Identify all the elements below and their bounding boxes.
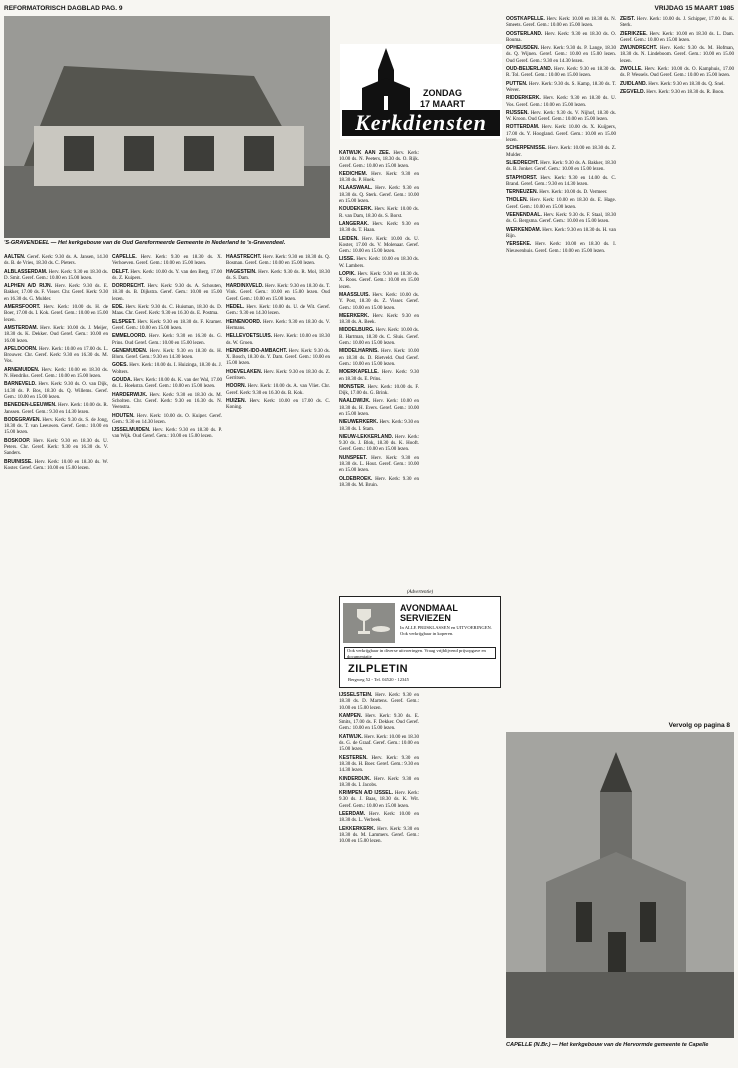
place-name: ZIERIKZEE. [620, 30, 648, 37]
service-times: Herv. Kerk: 9.30 en 18.30 ds. M. Lammers. Geref. Gem.: 10.00 en 15.00 lezen. [339, 826, 419, 845]
service-entry [339, 369, 419, 383]
service-times: Herv. Kerk: 9.30 en 18.30 ds. M. Bruin. [339, 476, 419, 488]
service-times: Herv. Kerk: 10.00 ds. J. Schipper, 17.00 ds. K. Sterk. [620, 17, 734, 29]
place-name: BODEGRAVEN. [4, 416, 41, 423]
place-name: HOORN. [226, 383, 246, 390]
service-times: Herv. Kerk: 10.00 ds. I. Huizinga, 18.30 ds. J. Wolters. [112, 363, 222, 375]
header-left: REFORMATORISCH DAGBLAD PAG. 9 [4, 4, 123, 12]
service-times: Herv. Kerk: 9.30 ds. C. Huisman, 18.30 ds. D. Maas. Chr. Geref. Kerk: 9.30 en 16.30 ds. E. Postma. [112, 305, 222, 317]
place-name: KATWIJK. [339, 733, 363, 740]
place-name: KESTEREN. [339, 754, 368, 761]
place-name: KAMPEN. [339, 712, 363, 719]
service-times: Herv. Kerk: 10.00 en 18.30 ds. L. Dam. Geref. Gem.: 10.00 en 15.00 lezen. [620, 31, 734, 43]
service-times: Herv. Kerk: 9.30 ds. A. Schouten, 18.30 ds. B. Dijkstra. Geref. Gem.: 10.00 en 15.00 lezen. [112, 284, 222, 302]
place-name: LEERDAM. [339, 811, 366, 818]
place-name: HOEVELAKEN. [226, 368, 263, 375]
service-entry [339, 185, 419, 205]
service-entry [339, 171, 419, 185]
service-times: Herv. Kerk: 10.00 en 18.30 ds. Z. Mulder. [506, 146, 616, 158]
service-times: Herv. Kerk: 10.00 ds. O. Kamphuis, 17.00 ds. P. Wessels. Oud Geref. Gem.: 10.00 en 15.00 lezen. [620, 67, 734, 79]
service-entry [112, 413, 222, 427]
service-entry [4, 325, 108, 345]
service-entry [339, 348, 419, 368]
service-entry [226, 283, 330, 303]
place-name: RIJSSEN. [506, 109, 529, 116]
service-entry [112, 362, 222, 376]
service-entry [620, 45, 734, 65]
service-times: Herv. Kerk: 9.30 en 18.30 ds. T. Haan. [339, 221, 419, 234]
service-entry [339, 755, 419, 775]
place-name: ALPHEN A/D RIJN. [4, 283, 53, 290]
service-entry [506, 145, 616, 159]
place-name: MIDDELHARNIS. [339, 348, 379, 355]
place-name: VEENENDAAL. [506, 212, 542, 219]
service-entry [620, 16, 734, 30]
service-entry [339, 221, 419, 235]
service-entry [339, 790, 419, 810]
service-times: Herv. Kerk: 9.30 ds. O. van Dijk, 14.30 ds. P. Bos, 18.30 ds. Q. Willems. Geref. Gem.: 10.00 en 15.00 lezen. [4, 382, 108, 400]
place-name: NUNSPEET. [339, 454, 368, 461]
place-name: OPHEUSDEN. [506, 45, 540, 52]
photo-top-caption: 'S-GRAVENDEEL — Het kerkgebouw van de Oud Gereformeerde Gemeente in Nederland te 's-Gravendeel. [4, 240, 286, 246]
service-times: Herv. Kerk: 9.30 en 18.30 ds. H. Boer. Geref. Gem.: 9.30 en 14.30 lezen. [339, 755, 419, 774]
service-entry [339, 206, 419, 220]
service-times: Herv. Kerk: 9.30 en 18.30 ds. I. Jacobs. [339, 776, 419, 788]
ad-photo [343, 603, 395, 643]
service-entry [506, 175, 616, 189]
service-entry [4, 254, 108, 268]
service-times: Herv. Kerk: 9.30 ds. F. Staal, 18.30 ds. G. Bergsma. Geref. Gem.: 10.00 en 15.00 lezen. [506, 213, 616, 225]
service-entry [112, 392, 222, 412]
place-name: AMSTERDAM. [4, 324, 38, 331]
service-entry [339, 734, 419, 754]
service-times: Herv. Kerk: 9.30 en 18.30 ds. V. Hermans. [226, 319, 330, 331]
column-4 [339, 150, 419, 590]
place-name: MOERKAPELLE. [339, 369, 379, 376]
church-building-illustration [4, 16, 330, 238]
place-name: LISSE. [339, 256, 355, 263]
service-times: Herv. Kerk: 9.30 ds. V. Nijhof, 18.30 ds. W. Kroon. Oud Geref. Gem.: 10.00 en 15.00 lezen. [506, 110, 616, 123]
service-times: Herv. Kerk: 9.30 en 18.30 ds. O. Bouma. [506, 31, 616, 43]
service-entry [506, 45, 616, 65]
service-times: Herv. Kerk: 9.30 ds. R. Mol, 18.30 ds. S. Dam. [226, 269, 330, 281]
service-times: Herv. Kerk: 10.00 ds. K. van der Wal, 17.00 ds. L. Hoekstra. Geref. Gem.: 10.00 en 15.00 lezen. [112, 378, 222, 390]
service-times: Herv. Kerk: 9.30 en 18.30 ds. A. Beek. [339, 313, 419, 326]
ad-company-name: ZILPLETIN [348, 663, 409, 675]
place-name: HEINENOORD. [226, 318, 262, 325]
service-times: Herv. Kerk: 9.30 en 18.30 ds. X. Roos. Geref. Gem.: 10.00 en 15.00 lezen. [339, 272, 419, 290]
service-entry [506, 31, 616, 45]
service-entry [4, 417, 108, 437]
service-times: Herv. Kerk: 9.30 ds. P. Lange, 18.30 ds. Q. Wijnen. Geref. Gem.: 10.00 en 15.00 lezen. Oud Geref. Gem.: 9.30 en 14.30 lezen. [506, 46, 616, 64]
service-entry [339, 384, 419, 398]
page-header [4, 2, 734, 14]
service-entry [112, 304, 222, 318]
service-entry [112, 377, 222, 391]
column-1 [4, 254, 108, 1064]
service-times: Herv. Kerk: 9.30 en 18.30 ds. D. Martens. Geref. Gem.: 10.00 en 15.00 lezen. [339, 693, 419, 711]
service-entry [339, 236, 419, 256]
service-entry [112, 319, 222, 333]
place-name: HEDEL. [226, 304, 245, 311]
service-entry [226, 319, 330, 333]
ad-label: (Advertentie) [406, 590, 434, 595]
service-times: Herv. Kerk: 9.30 en 18.30 ds. U. Vos. Geref. Gem.: 10.00 en 15.00 lezen. [506, 96, 616, 108]
column-3 [226, 254, 330, 1064]
service-entry [226, 398, 330, 412]
place-name: YERSEKE. [506, 241, 532, 248]
service-times: Herv. Kerk: 9.30 ds. S. de Jong, 18.30 ds. T. van Leeuwen. Geref. Gem.: 10.00 en 15.00 lezen. [4, 417, 108, 436]
place-name: HELLEVOETSLUIS. [226, 333, 273, 340]
place-name: KLAASWAAL. [339, 185, 373, 192]
service-times: Herv. Kerk: 9.30 en 18.30 ds. H. Blom. Geref. Gem.: 9.30 en 14.30 lezen. [112, 348, 222, 361]
column-4b [423, 150, 501, 590]
service-times: Herv. Kerk: 9.30 en 18.30 ds. U. Peters. Chr. Geref. Kerk: 9.30 en 16.30 ds. V. Sanders. [4, 438, 108, 457]
column-6 [620, 16, 734, 716]
place-name: NAALDWIJK. [339, 398, 371, 405]
service-entry [226, 333, 330, 347]
service-entry [112, 254, 222, 268]
service-times: Geref. Kerk: 9.30 ds. A. Jansen, 14.30 ds. B. de Vries, 18.30 ds. C. Pieters. [4, 255, 108, 267]
service-entry [339, 398, 419, 418]
church-photo-top [4, 16, 330, 238]
masthead-date: ZONDAG 17 MAART [420, 88, 466, 109]
place-name: NIEUW-LEKKERLAND. [339, 433, 394, 440]
church-photo-bottom [506, 732, 734, 1038]
service-times: Herv. Kerk: 10.00 en 18.30 ds. L. Verbeek. [339, 812, 419, 824]
service-entry [506, 110, 616, 124]
service-entry [620, 89, 734, 96]
service-entry [620, 81, 734, 88]
place-name: THOLEN. [506, 197, 528, 204]
service-times: Herv. Kerk: 9.30 ds. E. Bakker, 17.00 ds. F. Visser. Chr. Geref. Kerk: 9.30 en 16.30 ds. G. Mulder. [4, 284, 108, 302]
church-tower-illustration [506, 732, 734, 1038]
service-entry [4, 367, 108, 381]
service-times: Herv. Kerk: 9.30 en 18.30 ds. Z. Gerritsen. [226, 369, 330, 382]
masthead [340, 44, 502, 139]
service-times: Herv. Kerk: 10.00 en 18.30 ds. N. Smeets. Geref. Gem.: 10.00 en 15.00 lezen. [506, 17, 616, 29]
place-name: BENEDEN-LEEUWEN. [4, 402, 57, 409]
place-name: ZUIDLAND. [620, 80, 647, 87]
service-entry [4, 346, 108, 366]
service-times: Herv. Kerk: 10.00 ds. U. Koster, 17.00 ds. V. Molenaar. Geref. Gem.: 10.00 en 15.00 lezen. [339, 236, 419, 255]
place-name: NIEUWERKERK. [339, 419, 379, 426]
service-entry [506, 81, 616, 95]
place-name: EDE. [112, 304, 124, 311]
service-times: Herv. Kerk: 9.30 en 18.30 ds. P. Hoek. [339, 171, 419, 184]
service-entry [339, 271, 419, 291]
place-name: BOSKOOP. [4, 437, 31, 444]
place-name: IJSSELMUIDEN. [112, 427, 151, 434]
masthead-title: Kerkdiensten [342, 110, 500, 136]
service-times: Herv. Kerk: 10.00 en 18.30 ds. D. Rietveld. Oud Geref. Gem.: 10.00 en 15.00 lezen. [339, 349, 419, 367]
place-name: BARNEVELD. [4, 381, 37, 388]
column-4c [423, 692, 501, 1064]
service-entry [4, 402, 108, 416]
service-entry [506, 160, 616, 174]
continued-note: Vervolg op pagina 8 [668, 722, 730, 729]
service-times: Herv. Kerk: 9.30 ds. S. Kamp, 18.30 ds. T. Wever. [506, 81, 616, 93]
place-name: HARDINXVELD. [226, 283, 264, 290]
service-entry [226, 304, 330, 318]
service-entry [112, 283, 222, 303]
place-name: LOPIK. [339, 271, 356, 278]
church-spire-icon [356, 48, 416, 110]
place-name: LEIDEN. [339, 235, 359, 242]
service-times: Herv. Kerk: 10.00 en 18.30 ds. N. Hendriks. Geref. Gem.: 10.00 en 15.00 lezen. [4, 367, 108, 380]
service-entry [112, 348, 222, 362]
place-name: OOSTKAPELLE. [506, 16, 545, 22]
service-times: Herv. Kerk: 10.00 en 18.30 ds. W. Groen. [226, 334, 330, 346]
service-entry [339, 292, 419, 312]
place-name: AALTEN. [4, 254, 26, 260]
service-entry [339, 776, 419, 790]
service-entry [506, 227, 616, 241]
chalice-icon [343, 603, 395, 643]
place-name: KEDICHEM. [339, 170, 368, 177]
service-entry [339, 327, 419, 347]
service-entry [339, 476, 419, 490]
place-name: HENDRIK-IDO-AMBACHT. [226, 347, 288, 354]
column-5 [506, 16, 616, 716]
service-times: Herv. Kerk: 10.00 en 17.00 ds. L. Brouwer. Chr. Geref. Kerk: 9.30 en 16.30 ds. M. Vos. [4, 346, 108, 365]
service-times: Herv. Kerk: 9.30 en 14.00 ds. C. Brand. Geref. Gem.: 9.30 en 14.30 lezen. [506, 175, 616, 187]
place-name: PUTTEN. [506, 80, 528, 87]
service-times: Herv. Kerk: 10.00 en 18.30 ds. H. Evers. Geref. Gem.: 10.00 en 15.00 lezen. [339, 399, 419, 417]
service-times: Herv. Kerk: 10.00 ds. O. Kuiper. Geref. Gem.: 9.30 en 14.30 lezen. [112, 413, 222, 425]
service-entry [620, 66, 734, 80]
service-entry [4, 381, 108, 401]
place-name: OUD-BEIJERLAND. [506, 66, 553, 73]
service-entry [339, 434, 419, 454]
place-name: KINDERDIJK. [339, 775, 371, 782]
service-times: Herv. Kerk: 9.30 en 18.30 ds. F. Kramer. Geref. Gem.: 10.00 en 15.00 lezen. [112, 319, 222, 331]
service-entry [226, 269, 330, 283]
service-entry [4, 283, 108, 303]
service-times: Herv. Kerk: 10.00 ds. D. Vermeer. [539, 190, 608, 196]
column-3b [339, 692, 419, 1064]
service-times: Herv. Kerk: 10.00 ds. A. van Vliet. Chr. Geref. Kerk: 9.30 en 16.30 ds. B. Kok. [226, 384, 330, 396]
service-times: Herv. Kerk: 10.00 ds. R. van Dam, 18.30 ds. S. Borst. [339, 207, 419, 219]
service-times: Herv. Kerk: 10.00 ds. B. Hartman, 18.30 ds. C. Sluis. Geref. Gem.: 10.00 en 15.00 lezen. [339, 328, 419, 347]
place-name: GOES. [112, 362, 128, 369]
service-entry [339, 455, 419, 475]
place-name: OOSTERLAND. [506, 30, 543, 37]
service-entry [112, 427, 222, 441]
service-times: Herv. Kerk: 10.00 ds. Y. van den Berg, 17.00 ds. Z. Kuipers. [112, 269, 222, 281]
ad-title: AVONDMAAL SERVIEZEN [400, 603, 458, 623]
service-times: Herv. Kerk: 9.30 ds. J. Baas, 18.30 ds. K. Wit. Geref. Gem.: 10.00 en 15.00 lezen. [339, 791, 419, 809]
place-name: RIDDERKERK. [506, 95, 541, 102]
service-times: Herv. Kerk: 10.00 ds. U. de Wit. Geref. Gem.: 9.30 en 14.30 lezen. [226, 305, 330, 317]
place-name: OLDEBROEK. [339, 475, 373, 482]
service-times: Herv. Kerk: 10.00 en 17.00 ds. C. Koning. [226, 398, 330, 411]
service-times: Herv. Kerk: 9.30 en 18.30 ds. T. Vink. Geref. Gem.: 10.00 en 15.00 lezen. Oud Geref. Gem.: 10.00 en 15.00 lezen. [226, 284, 330, 302]
place-name: MONSTER. [339, 383, 366, 390]
column-2 [112, 254, 222, 1064]
service-times: Herv. Kerk: 9.30 en 18.30 ds. H. van Rijn. [506, 227, 616, 239]
place-name: EMMELOORD. [112, 333, 147, 340]
ad-notice: Ook verkrijgbaar in diverse uitvoeringen. Vraag vrijblijvend prijsopgave en documentatie [344, 647, 496, 659]
service-entry [4, 459, 108, 473]
service-entry [112, 269, 222, 283]
service-entry [339, 826, 419, 846]
service-entry [506, 212, 616, 226]
service-entry [506, 16, 616, 30]
service-entry [4, 269, 108, 283]
place-name: IJSSELSTEIN. [339, 692, 373, 698]
service-entry [506, 241, 616, 255]
service-entry [506, 124, 616, 144]
place-name: HAASTRECHT. [226, 254, 262, 260]
service-entry [226, 383, 330, 397]
service-times: Herv. Kerk: 10.00 ds. J. Meijer, 18.30 ds. K. Dekker. Oud Geref. Gem.: 10.00 en 16.00 lezen. [4, 325, 108, 344]
service-entry [112, 333, 222, 347]
place-name: LANGERAK. [339, 220, 369, 227]
service-entry [226, 348, 330, 368]
service-times: Herv. Kerk: 9.30 en 18.30 ds. R. Tol. Geref. Gem.: 10.00 en 15.00 lezen. [506, 67, 616, 79]
place-name: AMERSFOORT. [4, 304, 41, 311]
service-entry [226, 254, 330, 268]
service-entry [226, 369, 330, 383]
place-name: GOUDA. [112, 377, 132, 384]
header-right: VRIJDAG 15 MAART 1985 [654, 4, 734, 12]
service-times: Herv. Kerk: 10.00 en 18.30 ds. E. Hage. Geref. Gem.: 10.00 en 15.00 lezen. [506, 198, 616, 210]
place-name: ALBLASSERDAM. [4, 268, 48, 275]
place-name: MAASSLUIS. [339, 291, 370, 298]
service-times: Herv. Kerk: 9.30 ds. J. Blok, 18.30 ds. K. Hooft. Geref. Gem.: 10.00 en 15.00 lezen. [339, 434, 419, 453]
place-name: HUIZEN. [226, 397, 246, 404]
service-times: Herv. Kerk: 9.30 en 18.30 ds. R. Boon. [646, 89, 725, 95]
place-name: SLIEDRECHT. [506, 159, 539, 166]
service-entry [339, 811, 419, 825]
service-entry [620, 31, 734, 45]
service-times: Herv. Kerk: 9.30 en 18.30 ds. L. Hout. Geref. Gem.: 10.00 en 15.00 lezen. [339, 455, 419, 474]
service-times: Herv. Kerk: 9.30 en 18.30 ds. M. Scholten. Chr. Geref. Kerk: 9.30 en 16.30 ds. N. Veenstra. [112, 392, 222, 411]
place-name: CAPELLE. [112, 254, 137, 260]
place-name: ZWIJNDRECHT. [620, 45, 658, 52]
place-name: HARDERWIJK. [112, 391, 148, 398]
place-name: GENEMUIDEN. [112, 347, 148, 354]
place-name: DORDRECHT. [112, 283, 145, 290]
ad-subtitle: In ALLE PRIJSKLASSEN en UITVOERINGEN. Ook verkrijgbaar in koperen. [400, 625, 492, 636]
service-times: Herv. Kerk: 9.30 en 18.30 ds. Q. Snel. [648, 81, 725, 87]
service-times: Herv. Kerk: 10.00 en 18.30 ds. W. Lambers. [339, 257, 419, 269]
service-times: Herv. Kerk: 9.30 ds. A. Bakker, 18.30 ds. B. Jonker. Geref. Gem.: 10.00 en 15.00 lezen. [506, 160, 616, 173]
service-times: Herv. Kerk: 9.30 en 18.30 ds. E. Prins. [339, 370, 419, 382]
place-name: APELDOORN. [4, 345, 38, 352]
advertisement [339, 590, 501, 688]
service-entry [4, 304, 108, 324]
place-name: MIDDELBURG. [339, 327, 375, 334]
service-times: Herv. Kerk: 10.00 ds. F. Dijk, 17.00 ds. G. Brink. [339, 384, 419, 397]
service-times: Herv. Kerk: 10.00 ds. H. de Boer, 17.00 ds. I. Kok. Geref. Gem.: 10.00 en 15.00 lezen. [4, 305, 108, 323]
service-entry [339, 692, 419, 712]
place-name: ROTTERDAM. [506, 124, 540, 131]
place-name: MEERKERK. [339, 312, 370, 319]
service-times: Herv. Kerk: 9.30 ds. M. Hofman, 18.30 ds. N. Lindeboom. Geref. Gem.: 10.00 en 15.00 lezen. [620, 46, 734, 64]
service-times: Herv. Kerk: 9.30 en 18.30 ds. Q. Sterk. Geref. Gem.: 10.00 en 15.00 lezen. [339, 186, 419, 205]
place-name: KOUDEKERK. [339, 206, 373, 213]
service-entry [339, 150, 419, 170]
place-name: TERNEUZEN. [506, 189, 538, 196]
service-times: Herv. Kerk: 9.30 en 18.30 ds. P. van Wijk. Oud Geref. Gem.: 10.00 en 15.00 lezen. [112, 428, 222, 440]
place-name: ELSPEET. [112, 318, 136, 325]
service-times: Herv. Kerk: 9.30 ds. X. Bosch, 18.30 ds. Y. Dam. Geref. Gem.: 10.00 en 15.00 lezen. [226, 348, 330, 367]
place-name: HAGESTEIN. [226, 268, 257, 275]
service-times: Herv. Kerk: 9.30 ds. E. Smits, 17.00 ds. F. Dekker. Oud Geref. Gem.: 10.00 en 15.00 lezen. [339, 713, 419, 732]
photo-bottom-caption: CAPELLE (N.Br.) — Het kerkgebouw van de Hervormde gemeente te Capelle [506, 1042, 709, 1048]
place-name: ZWOLLE. [620, 66, 643, 73]
service-entry [506, 197, 616, 211]
ad-address: Bergweg 52 - Tel. 04520 - 12345 [348, 677, 409, 682]
service-times: Herv. Kerk: 9.30 en 18.30 ds. Q. Bosman. Geref. Gem.: 10.00 en 15.00 lezen. [226, 255, 330, 267]
service-times: Herv. Kerk: 9.30 en 18.30 ds. I. Stam. [339, 420, 419, 432]
service-times: Herv. Kerk: 9.30 en 18.30 ds. X. Verhoeven. Geref. Gem.: 10.00 en 15.00 lezen. [112, 255, 222, 267]
place-name: LEKKERKERK. [339, 825, 376, 832]
place-name: ZEGVELD. [620, 88, 646, 95]
service-times: Herv. Kerk: 10.00 ds. R. Janssen. Geref. Gem.: 9.30 en 14.30 lezen. [4, 403, 108, 415]
service-entry [4, 438, 108, 458]
place-name: DELFT. [112, 268, 129, 275]
service-times: Herv. Kerk: 10.00 en 18.30 ds. G. de Graaf. Geref. Gem.: 10.00 en 15.00 lezen. [339, 734, 419, 753]
service-entry [339, 313, 419, 327]
place-name: BRUINISSE. [4, 458, 33, 465]
place-name: WERKENDAM. [506, 226, 541, 233]
service-times: Herv. Kerk: 9.30 en 16.30 ds. G. Prins. Oud Geref. Gem.: 10.00 en 15.00 lezen. [112, 334, 222, 346]
service-times: Herv. Kerk: 10.00 ds. N. Peeters, 18.30 ds. O. Rijk. Geref. Gem.: 10.00 en 15.00 lezen. [339, 151, 419, 169]
service-entry [339, 256, 419, 270]
service-entry [506, 66, 616, 80]
place-name: KRIMPEN A/D IJSSEL. [339, 790, 394, 797]
place-name: KATWIJK AAN ZEE. [339, 150, 391, 156]
place-name: STAPHORST. [506, 174, 538, 181]
service-times: Herv. Kerk: 10.00 ds. Y. Post, 18.30 ds. Z. Visser. Geref. Gem.: 10.00 en 15.00 lezen. [339, 292, 419, 311]
service-times: Herv. Kerk: 9.30 en 18.30 ds. D. Smit. Geref. Gem.: 10.00 en 15.00 lezen. [4, 269, 108, 281]
service-times: Herv. Kerk: 10.00 en 18.30 ds. I. Nieuwenhuis. Geref. Gem.: 10.00 en 15.00 lezen. [506, 242, 616, 254]
service-entry [506, 95, 616, 109]
place-name: HOUTEN. [112, 412, 135, 419]
place-name: ZEIST. [620, 16, 636, 22]
service-entry [506, 189, 616, 196]
service-times: Herv. Kerk: 10.00 ds. X. Kuijpers, 17.00 ds. Y. Hoogland. Geref. Gem.: 10.00 en 15.00 lezen. [506, 125, 616, 144]
service-entry [339, 419, 419, 433]
place-name: ARNEMUIDEN. [4, 366, 40, 373]
place-name: SCHERPENISSE. [506, 145, 547, 152]
service-entry [339, 713, 419, 733]
service-times: Herv. Kerk: 10.00 en 18.30 ds. W. Koster. Geref. Gem.: 10.00 en 15.00 lezen. [4, 459, 108, 471]
